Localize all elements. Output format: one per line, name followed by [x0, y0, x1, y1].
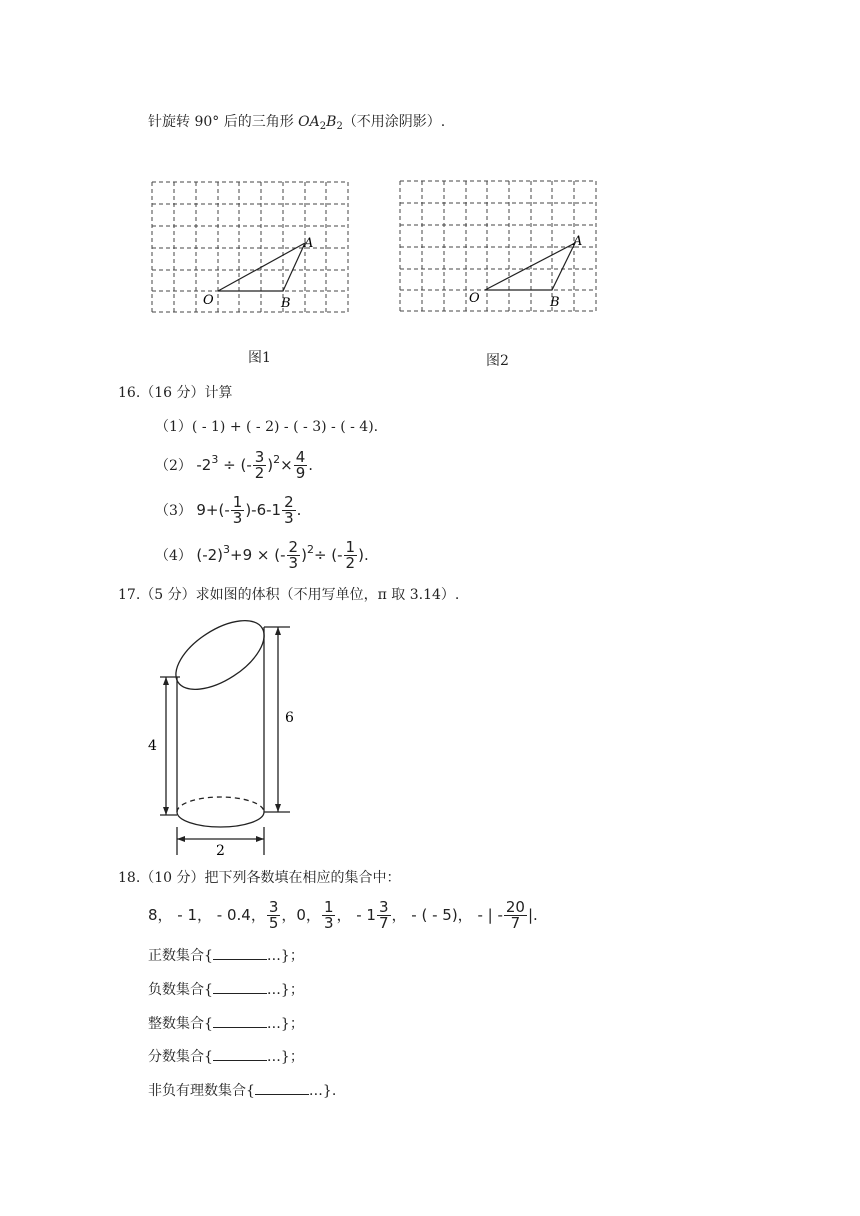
triangle-name: OA [298, 114, 320, 130]
dim-right-label: 6 [285, 710, 294, 726]
set-nonnegative-rational [148, 1081, 336, 1101]
set-end: …}； [266, 1049, 304, 1065]
q16-part2-expr [196, 448, 314, 482]
p4-exp2: 2 [306, 543, 314, 556]
q18-frac1-den: 5 [268, 914, 279, 932]
p2-c: ) [267, 456, 274, 474]
label-o-fig2: O [469, 291, 480, 306]
p3-frac2-num: 2 [284, 493, 294, 511]
q18-frac2-num: 1 [323, 898, 334, 916]
q18-header: 18.（10 分）把下列各数填在相应的集合中： [118, 870, 401, 886]
answer-blank[interactable] [213, 981, 267, 994]
dim-left-arrow-down [163, 807, 169, 815]
p4-frac1-den: 3 [288, 554, 299, 572]
triangle-sub-a: 2 [319, 121, 327, 132]
q18-frac1 [267, 900, 281, 931]
q16-part1 [155, 417, 378, 437]
q18-frac4-den: 7 [510, 914, 521, 932]
p2-a: -2 [196, 456, 212, 474]
set-label: 分数集合{ [148, 1049, 213, 1065]
cylinder-bottom-front [177, 812, 264, 827]
q15-instruction-line [148, 112, 445, 132]
q16-part3 [155, 495, 301, 526]
p2-frac1-num: 3 [254, 448, 265, 466]
p3-b: )-6-1 [245, 501, 282, 519]
p3-frac2 [282, 495, 296, 526]
set-end: …}； [266, 1016, 304, 1032]
p4-end: ). [358, 546, 369, 564]
p2-end: . [308, 456, 314, 474]
grid-figure-2 [400, 181, 596, 311]
fig2-caption: 图2 [486, 353, 509, 369]
grid-figure-1 [152, 182, 348, 312]
cylinder-bottom-back [177, 797, 264, 812]
p3-end: . [296, 501, 302, 519]
instruction-tail: （不用涂阴影）. [342, 114, 446, 130]
p4-b: +9 × (- [230, 546, 286, 564]
q18-frac3-den: 7 [378, 914, 389, 932]
cylinder-figure [140, 615, 320, 865]
p3-a: 9+(- [196, 501, 230, 519]
dim-right-arrow-up [275, 627, 281, 635]
p3-frac1 [231, 495, 245, 526]
set-end: …}； [266, 948, 304, 964]
q17-header: 17.（5 分）求如图的体积（不用写单位，π 取 3.14）. [118, 587, 460, 603]
p2-exp2: 2 [273, 453, 281, 466]
q18-frac2 [322, 900, 336, 931]
q18-frac3-num: 3 [378, 898, 389, 916]
p4-frac2-den: 2 [345, 554, 356, 572]
p4-d: ÷ (- [313, 546, 343, 564]
set-negative [148, 980, 304, 1000]
p2-frac2-num: 4 [295, 448, 306, 466]
instruction-text: 针旋转 90° 后的三角形 [148, 114, 299, 130]
set-positive [148, 946, 304, 966]
answer-blank[interactable] [255, 1082, 309, 1095]
set-integer [148, 1014, 304, 1034]
label-a-fig2: A [573, 234, 583, 249]
grid-figures [140, 170, 610, 320]
q16-part1-expr: ( - 1) + ( - 2) - ( - 3) - ( - 4). [191, 419, 379, 435]
nums-b: ，0， [281, 906, 321, 924]
q16-part2-index: （2） [155, 458, 192, 474]
set-label: 正数集合{ [148, 948, 213, 964]
q16-part3-index: （3） [155, 503, 192, 519]
p4-c: ) [301, 546, 307, 564]
label-b-fig2: B [550, 295, 560, 310]
dim-bottom-label: 2 [216, 843, 225, 859]
p4-frac1 [287, 540, 301, 571]
q16-part4-expr [196, 538, 369, 572]
q18-frac3 [377, 900, 391, 931]
q16-part1-index: （1） [155, 419, 192, 435]
q16-part4-index: （4） [155, 548, 192, 564]
p2-frac2 [294, 450, 308, 481]
answer-blank[interactable] [213, 1048, 267, 1061]
set-label: 整数集合{ [148, 1016, 213, 1032]
set-label: 非负有理数集合{ [148, 1083, 255, 1099]
q18-frac4-num: 20 [505, 898, 525, 916]
p2-b: ÷ (- [223, 456, 252, 474]
q16-part3-expr [196, 493, 302, 527]
p4-exp: 3 [223, 543, 231, 556]
p4-a: (-2) [196, 546, 224, 564]
triangle-name-b: B [326, 114, 337, 130]
nums-e: |. [527, 906, 538, 924]
set-label: 负数集合{ [148, 982, 213, 998]
p2-d: × [280, 456, 293, 474]
p2-frac2-den: 9 [295, 464, 306, 482]
p3-frac2-den: 3 [284, 509, 294, 527]
p2-frac1 [253, 450, 267, 481]
number-list [148, 898, 538, 932]
dim-right-arrow-down [275, 804, 281, 812]
label-b-fig1: B [281, 296, 291, 311]
nums-a: 8， - 1， - 0.4， [148, 906, 266, 924]
triangle-sub-b: 2 [336, 121, 343, 132]
set-fraction [148, 1047, 304, 1067]
p2-frac1-den: 2 [254, 464, 265, 482]
dim-left-arrow-up [163, 677, 169, 685]
p3-frac1-num: 1 [232, 493, 243, 511]
answer-blank[interactable] [213, 1015, 267, 1028]
p3-frac1-den: 3 [232, 509, 243, 527]
q18-number-list [148, 900, 538, 931]
q18-frac4 [504, 900, 527, 931]
p4-frac2-num: 1 [345, 538, 356, 556]
q16-part4 [155, 540, 369, 571]
q16-header: 16.（16 分）计算 [118, 385, 233, 401]
label-o-fig1: O [203, 293, 214, 308]
q18-frac2-den: 3 [323, 914, 334, 932]
p4-frac2 [344, 540, 358, 571]
fig1-caption: 图1 [248, 350, 271, 366]
nums-c: ， - 1 [336, 906, 376, 924]
dim-bottom-arrow-left [177, 836, 185, 842]
dim-left-label: 4 [148, 738, 157, 754]
set-end: …}. [308, 1083, 337, 1099]
p2-exp: 3 [211, 453, 219, 466]
cylinder-top-ellipse [164, 615, 275, 703]
p4-frac1-num: 2 [288, 538, 299, 556]
set-end: …}； [266, 982, 304, 998]
label-a-fig1: A [304, 236, 314, 251]
q16-part2 [155, 450, 313, 481]
dim-bottom-arrow-right [256, 836, 264, 842]
answer-blank[interactable] [213, 947, 267, 960]
q18-frac1-num: 3 [268, 898, 279, 916]
triangle-oab-fig2 [485, 243, 575, 290]
nums-d: ， - ( - 5)， - | - [391, 906, 503, 924]
